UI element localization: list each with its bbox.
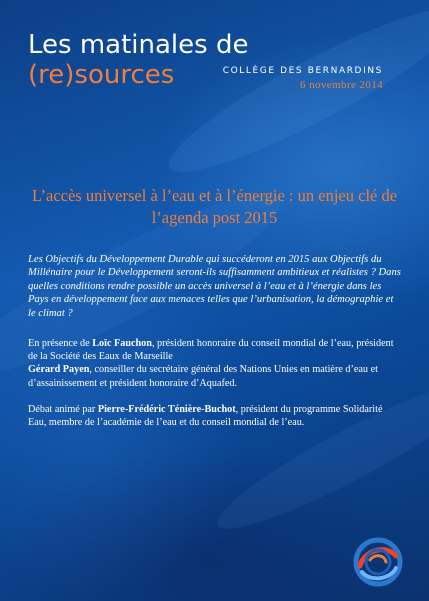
event-venue: COLLÈGE DES BERNARDINS — [222, 66, 383, 76]
event-date: 6 novembre 2014 — [300, 79, 383, 91]
speaker-2-name: Gérard Payen — [28, 364, 90, 376]
speaker-2 — [28, 363, 401, 389]
brand-title-line1: Les matinales de — [28, 30, 249, 60]
speakers-intro-prefix: En présence de — [28, 338, 93, 349]
event-title: L’accès universel à l’eau et à l’énergie : un enjeu clé de l’agenda post 2015 — [31, 186, 398, 227]
spacer — [28, 390, 401, 403]
moderator-prefix: Débat animé par — [28, 403, 98, 415]
brand-title-line2: (re)sources — [28, 60, 175, 90]
speakers-section — [28, 337, 401, 429]
moderator-description: , président du programme Solidarité Eau, membre de l’académie de l’eau et du conseil mondial de l’eau. — [28, 403, 383, 429]
moderator-name: Pierre-Frédéric Ténière-Buchot — [97, 403, 236, 415]
intro-paragraph: Les Objectifs du Développement Durable qui succéderont en 2015 aux Objectifs du Millénaire pour le Développement seront-ils suffisamment ambitieux et réalistes ? Dans quelles conditions rendre possible un accès universel à l’eau et à l’énergie dans les Pays en développement face aux menaces telles que l’urbanisation, la démographie et le climat ? — [28, 254, 401, 319]
speaker-2-description: , conseiller du secrétaire général des Nations Unies en matière d’eau et d’assainissement et président honoraire d’Aquafed. — [28, 364, 378, 389]
speaker-1-description: , président honoraire du conseil mondial de l’eau, président de la Société des Eaux de Marseille — [28, 338, 394, 363]
moderator — [28, 403, 401, 429]
speaker-1-name: Loïc Fauchon — [92, 338, 152, 349]
circular-swirl-logo-icon — [352, 536, 404, 588]
speaker-1 — [28, 337, 401, 363]
